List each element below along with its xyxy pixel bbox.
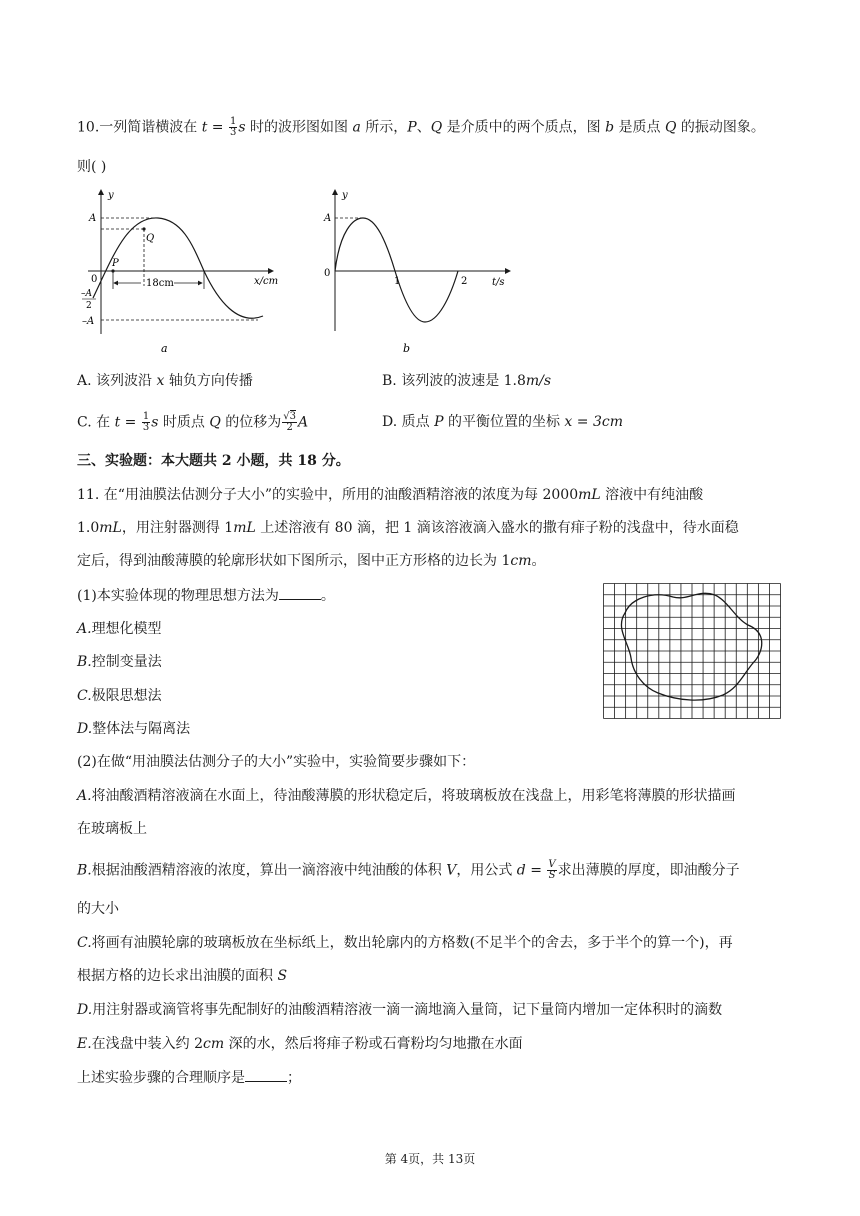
oil-film-grid-figure <box>603 583 781 719</box>
q11-step-b-2: 的大小 <box>77 901 119 917</box>
fig-a-distance: 18cm <box>146 278 174 289</box>
q11-step-c-1: C.将画有油膜轮廓的玻璃板放在坐标纸上，数出轮廓内的方格数(不足半个的舍去，多于半个的算一个)，再 <box>77 935 733 951</box>
q11-step-e: E.在浅盘中装入约 2cm 深的水，然后将痱子粉或石膏粉均匀地撒在水面 <box>77 1036 523 1052</box>
q11-line3: 定后，得到油酸薄膜的轮廓形状如下图所示，图中正方形格的边长为 1cm。 <box>77 553 546 569</box>
fig-a-origin: 0 <box>91 274 98 285</box>
fig-a-y-label: y <box>108 190 114 201</box>
page-footer: 第 4页，共 13页 <box>384 1152 476 1166</box>
fig-b-y-label: y <box>342 190 348 201</box>
figure-b-vibration <box>318 186 518 361</box>
q10-option-d: D. 质点 P 的平衡位置的坐标 x = 3cm <box>382 414 623 430</box>
fig-b-caption: b <box>403 342 411 355</box>
q11-step-a-1: A.将油酸酒精溶液滴在水面上，待油酸薄膜的形状稳定后，将玻璃板放在浅盘上，用彩笔将薄膜的形状描画 <box>77 788 736 804</box>
fig-b-origin: 0 <box>324 268 331 279</box>
q11-step-d: D.用注射器或滴管将事先配制好的油酸酒精溶液一滴一滴地滴入量筒，记下量筒内增加一定体积时的滴数 <box>77 1002 723 1018</box>
q11-opt1-a: A.理想化模型 <box>77 621 162 637</box>
fig-b-tick2: 2 <box>461 276 468 287</box>
fig-a-caption: a <box>161 342 168 355</box>
fig-a-x-label: x/cm <box>254 276 279 287</box>
q10-stem-line2: 则( ) <box>77 159 107 175</box>
fig-a-A-label: A <box>89 213 97 224</box>
fig-a-Q-label: Q <box>146 233 155 244</box>
fig-a-halfA-den: 2 <box>86 301 92 311</box>
section-3-title: 三、实验题：本大题共 2 小题，共 18 分。 <box>77 453 350 469</box>
fig-a-P-label: P <box>112 258 119 269</box>
figure-a-waveform <box>78 186 288 361</box>
q11-opt1-d: D.整体法与隔离法 <box>77 721 191 737</box>
fig-b-A-label: A <box>324 213 332 224</box>
q10-option-c: C. 在 t = $\frac{1}{3}$ s 时质点 Q 的位移为 $\frac{√3}{2}$ A <box>77 411 309 433</box>
fig-b-t-label: t/s <box>492 277 505 288</box>
q11-step-a-2: 在玻璃板上 <box>77 821 147 837</box>
fig-b-tick1: 1 <box>394 276 401 287</box>
q11-sub2: (2)在做“用油膜法估测分子的大小”实验中，实验简要步骤如下： <box>77 754 476 770</box>
q11-step-c-2: 根据方格的边长求出油膜的面积 S <box>77 968 288 984</box>
q10-stem-line1: 10.一列简谐横波在 t = $\frac{1}{3}$ s 时的波形图如图 a 所示，P、Q 是介质中的两个质点，图 b 是质点 Q 的振动图象。 <box>77 116 765 138</box>
q11-opt1-c: C.极限思想法 <box>77 688 162 704</box>
q11-order: 上述实验步骤的合理顺序是 ； <box>77 1067 301 1088</box>
q11-line2: 1.0mL，用注射器测得 1mL 上述溶液有 80 滴，把 1 滴该溶液滴入盛水的撒有痱子粉的浅盘中，待水面稳 <box>77 520 739 536</box>
fig-a-halfA-num: –A <box>81 289 92 299</box>
fig-a-negA: –A <box>82 316 95 327</box>
q10-option-a: A. 该列波沿 x 轴负方向传播 <box>77 373 253 389</box>
q10-option-b: B. 该列波的波速是 1.8m/s <box>382 373 552 389</box>
q11-line1: 11. 在“用油膜法估测分子大小”的实验中，所用的油酸酒精溶液的浓度为每 2000mL 溶液中有纯油酸 <box>77 487 704 503</box>
q11-sub1: (1)本实验体现的物理思想方法为 。 <box>77 585 335 606</box>
q11-step-b-1: B.根据油酸酒精溶液的浓度，算出一滴溶液中纯油酸的体积 V，用公式 d = $\frac{V}{S}$ 求出薄膜的厚度，即油酸分子 <box>77 859 740 881</box>
q11-opt1-b: B.控制变量法 <box>77 654 162 670</box>
